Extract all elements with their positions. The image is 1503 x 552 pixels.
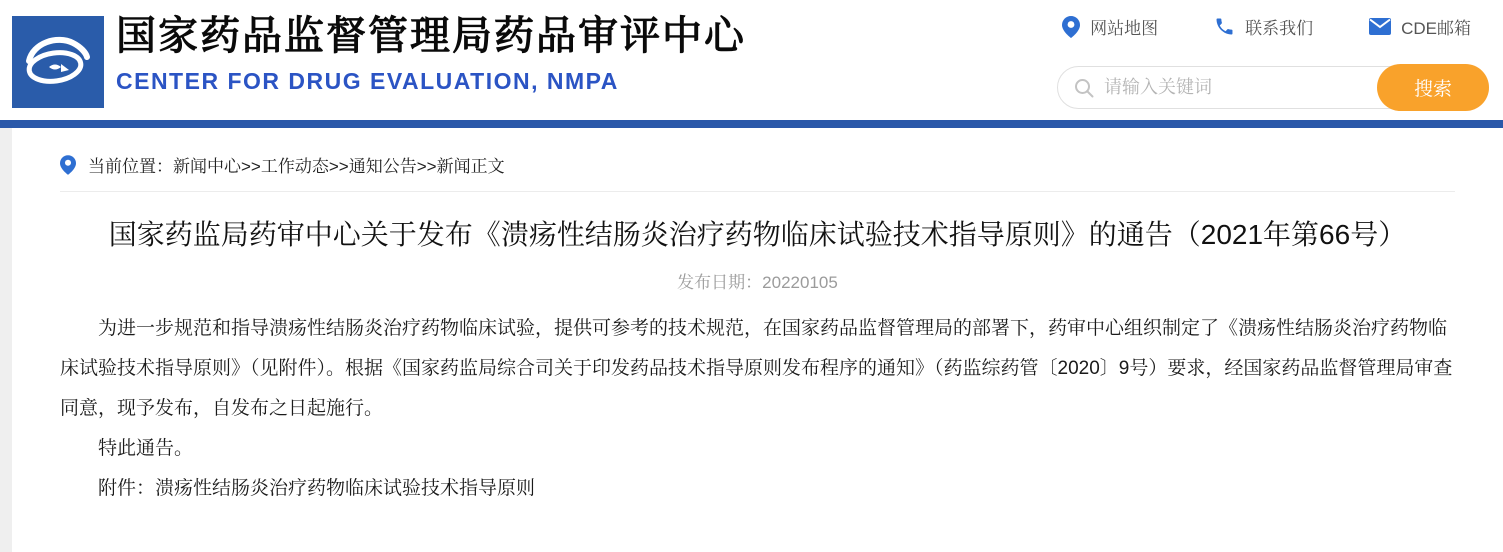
article-container xyxy=(12,128,1503,552)
top-utility-nav xyxy=(1062,14,1471,39)
page-background xyxy=(0,128,1503,552)
blue-divider-bar xyxy=(0,120,1503,128)
nav-sitemap-label: 网站地图 xyxy=(1090,19,1159,38)
search-bar xyxy=(1057,66,1489,109)
cde-fish-logo xyxy=(12,16,104,108)
mail-icon xyxy=(1369,18,1391,35)
nav-cde-mail[interactable] xyxy=(1369,14,1471,39)
phone-icon xyxy=(1214,16,1235,37)
search-icon xyxy=(1074,78,1094,98)
article-attachment-line[interactable]: 附件：溃疡性结肠炎治疗药物临床试验技术指导原则 xyxy=(98,478,536,499)
search-button[interactable]: 搜索 xyxy=(1377,64,1489,111)
location-pin-icon xyxy=(60,155,76,175)
nav-cde-mail-label: CDE邮箱 xyxy=(1401,19,1471,38)
breadcrumb[interactable] xyxy=(60,128,1455,192)
location-pin-icon xyxy=(1062,16,1080,38)
brand-block xyxy=(116,12,746,95)
article-paragraph: 特此通告。 xyxy=(98,438,194,459)
cde-fish-logo-graphic xyxy=(19,23,97,101)
nav-sitemap[interactable] xyxy=(1062,14,1158,39)
publish-date: 发布日期：20220105 xyxy=(677,273,838,292)
site-title-zh: 国家药品监督管理局药品审评中心 xyxy=(116,14,746,58)
breadcrumb-text: 当前位置：新闻中心>>工作动态>>通知公告>>新闻正文 xyxy=(88,157,505,176)
article-paragraph: 为进一步规范和指导溃疡性结肠炎治疗药物临床试验，提供可参考的技术规范，在国家药品监督管理局的部署下，药审中心组织制定了《溃疡性结肠炎治疗药物临床试验技术指导原则》（见附件）。根据《国家药监局综合司关于印发药品技术指导原则发布程序的通知》（药监综药管〔2020〕9号）要求，经国家药品监督管理局审查同意，现予发布，自发布之日起施行。 xyxy=(60,318,1453,419)
site-title-en: CENTER FOR DRUG EVALUATION, NMPA xyxy=(116,68,619,94)
site-header xyxy=(0,0,1503,120)
nav-contact-label: 联系我们 xyxy=(1245,19,1314,38)
nav-contact[interactable] xyxy=(1214,14,1313,39)
article-title: 国家药监局药审中心关于发布《溃疡性结肠炎治疗药物临床试验技术指导原则》的通告（2021年第66号） xyxy=(108,219,1407,250)
article-body xyxy=(60,309,1455,509)
